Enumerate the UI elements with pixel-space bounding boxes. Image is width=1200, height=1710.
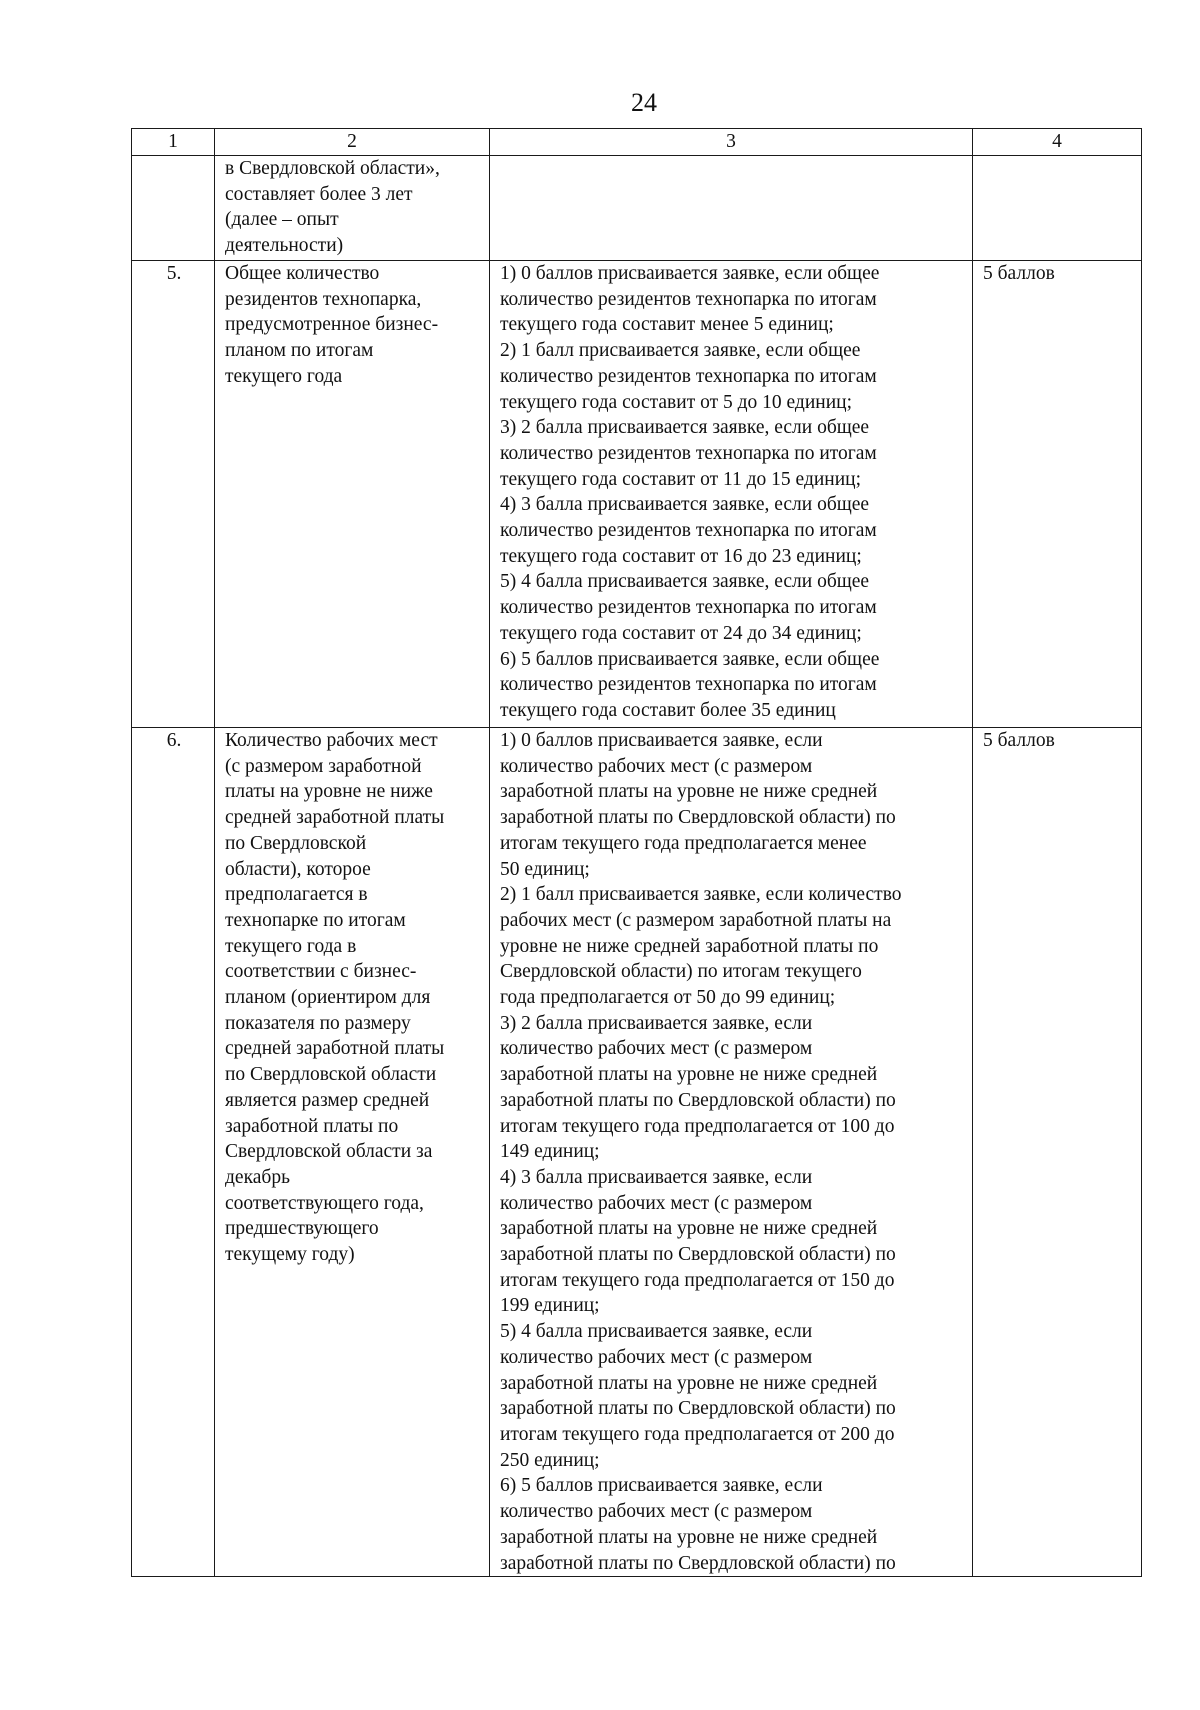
cell-text-line: текущего года составит более 35 единиц: [500, 699, 836, 721]
cell-text-line: итогам текущего года предполагается от 200 до: [500, 1423, 895, 1445]
cell-text-line: заработной платы на уровне не ниже средней: [500, 1526, 878, 1548]
cell-text-line: Количество рабочих мест: [225, 730, 438, 751]
cell-text-line: 5) 4 балла присваивается заявке, если общее: [500, 571, 870, 593]
cell-text-line: технопарке по итогам: [225, 909, 406, 931]
cell-text-line: декабрь: [225, 1166, 290, 1188]
cell-text-line: текущего года составит менее 5 единиц;: [500, 314, 834, 336]
cell-text-line: 6) 5 баллов присваивается заявке, если: [500, 1475, 823, 1497]
cell-text-line: итогам текущего года предполагается от 150 до: [500, 1269, 895, 1291]
cell-text-line: заработной платы по Свердловской области) по: [500, 1398, 896, 1420]
row-number-cell: [132, 156, 215, 261]
column-header: 3: [490, 129, 973, 156]
cell-text-line: итогам текущего года предполагается от 100 до: [500, 1115, 895, 1137]
cell-text-line: заработной платы по Свердловской области) по: [500, 1552, 896, 1574]
cell-text-line: итогам текущего года предполагается менее: [500, 832, 867, 854]
cell-text-line: планом (ориентиром для: [225, 987, 431, 1009]
scoring-cell: [490, 261, 973, 728]
cell-text-line: Общее количество: [225, 263, 380, 284]
criterion-cell: [215, 156, 490, 261]
cell-text-line: 250 единиц;: [500, 1449, 600, 1471]
cell-text-line: текущему году): [225, 1244, 355, 1266]
cell-text-line: в Свердловской области»,: [225, 158, 440, 179]
cell-text-line: соответствии с бизнес-: [225, 961, 417, 983]
cell-text-line: количество резидентов технопарка по итогам: [500, 597, 877, 619]
cell-text-line: показателя по размеру: [225, 1012, 411, 1034]
cell-text-line: (далее – опыт: [225, 209, 339, 231]
cell-text-line: заработной платы на уровне не ниже средней: [500, 1218, 878, 1240]
cell-text-line: заработной платы по Свердловской области) по: [500, 807, 896, 829]
cell-text-line: Свердловской области за: [225, 1141, 433, 1163]
cell-text-line: соответствующего года,: [225, 1192, 424, 1214]
cell-text-line: заработной платы на уровне не ниже средней: [500, 1372, 878, 1394]
cell-text-line: платы на уровне не ниже: [225, 781, 433, 803]
max-score-cell: [973, 156, 1142, 261]
column-header: 4: [973, 129, 1142, 156]
cell-text-line: количество рабочих мест (с размером: [500, 755, 813, 777]
cell-text-line: количество резидентов технопарка по итогам: [500, 365, 877, 387]
cell-text-line: года предполагается от 50 до 99 единиц;: [500, 987, 836, 1009]
cell-text-line: предполагается в: [225, 884, 368, 906]
cell-text-line: (с размером заработной: [225, 755, 422, 777]
cell-text-line: 5) 4 балла присваивается заявке, если: [500, 1321, 813, 1343]
cell-text-line: количество резидентов технопарка по итогам: [500, 442, 877, 464]
cell-text-line: 50 единиц;: [500, 858, 590, 880]
cell-text-line: средней заработной платы: [225, 807, 445, 829]
scoring-cell: [490, 156, 973, 261]
cell-text-line: количество резидентов технопарка по итогам: [500, 520, 877, 542]
row-number-cell: 5.: [132, 261, 215, 728]
cell-text-line: Свердловской области) по итогам текущего: [500, 961, 862, 983]
cell-text-line: резидентов технопарка,: [225, 288, 422, 310]
max-score-cell: 5 баллов: [973, 728, 1142, 1577]
cell-text-line: текущего года составит от 16 до 23 единиц;: [500, 545, 862, 567]
criteria-table: [131, 128, 1142, 1577]
scoring-cell: [490, 728, 973, 1577]
cell-text-line: 2) 1 балл присваивается заявке, если общее: [500, 340, 861, 362]
cell-text-line: по Свердловской: [225, 832, 367, 854]
cell-text-line: 149 единиц;: [500, 1141, 600, 1163]
cell-text-line: предшествующего: [225, 1218, 379, 1240]
cell-text-line: 6) 5 баллов присваивается заявке, если общее: [500, 648, 880, 670]
cell-text-line: деятельности): [225, 235, 344, 257]
cell-text-line: 3) 2 балла присваивается заявке, если: [500, 1012, 813, 1034]
cell-text-line: 199 единиц;: [500, 1295, 600, 1317]
table-row: [132, 156, 1142, 261]
cell-text-line: текущего года: [225, 365, 343, 387]
cell-text-line: заработной платы по: [225, 1115, 399, 1137]
cell-text-line: количество рабочих мест (с размером: [500, 1501, 813, 1523]
cell-text-line: 3) 2 балла присваивается заявке, если общее: [500, 417, 870, 439]
cell-text-line: области), которое: [225, 858, 371, 880]
cell-text-line: количество рабочих мест (с размером: [500, 1038, 813, 1060]
table-row: [132, 261, 1142, 728]
table-header-row: [132, 129, 1142, 156]
cell-text-line: 4) 3 балла присваивается заявке, если: [500, 1166, 813, 1188]
cell-text-line: текущего года в: [225, 935, 357, 957]
row-number-cell: 6.: [132, 728, 215, 1577]
cell-text-line: текущего года составит от 24 до 34 единиц;: [500, 622, 862, 644]
cell-text-line: заработной платы на уровне не ниже средней: [500, 1064, 878, 1086]
cell-text-line: текущего года составит от 5 до 10 единиц;: [500, 391, 852, 413]
cell-text-line: количество рабочих мест (с размером: [500, 1192, 813, 1214]
page-number: 24: [631, 88, 657, 117]
cell-text-line: 1) 0 баллов присваивается заявке, если общее: [500, 263, 880, 284]
cell-text-line: заработной платы по Свердловской области) по: [500, 1244, 896, 1266]
cell-text-line: планом по итогам: [225, 340, 374, 362]
cell-text-line: 1) 0 баллов присваивается заявке, если: [500, 730, 823, 751]
cell-text-line: количество рабочих мест (с размером: [500, 1346, 813, 1368]
cell-text-line: текущего года составит от 11 до 15 единиц;: [500, 468, 862, 490]
table-row: [132, 728, 1142, 1577]
cell-text-line: 2) 1 балл присваивается заявке, если количество: [500, 884, 902, 906]
cell-text-line: предусмотренное бизнес-: [225, 314, 439, 336]
criterion-cell: [215, 261, 490, 728]
cell-text-line: составляет более 3 лет: [225, 183, 413, 205]
column-header: 2: [215, 129, 490, 156]
cell-text-line: 4) 3 балла присваивается заявке, если общее: [500, 494, 870, 516]
cell-text-line: заработной платы на уровне не ниже средней: [500, 781, 878, 803]
cell-text-line: средней заработной платы: [225, 1038, 445, 1060]
max-score-cell: 5 баллов: [973, 261, 1142, 728]
cell-text-line: рабочих мест (с размером заработной платы на: [500, 909, 892, 931]
cell-text-line: по Свердловской области: [225, 1064, 437, 1086]
column-header: 1: [132, 129, 215, 156]
criterion-cell: [215, 728, 490, 1577]
cell-text-line: количество резидентов технопарка по итогам: [500, 674, 877, 696]
cell-text-line: уровне не ниже средней заработной платы по: [500, 935, 879, 957]
cell-text-line: является размер средней: [225, 1089, 430, 1111]
cell-text-line: заработной платы по Свердловской области) по: [500, 1089, 896, 1111]
cell-text-line: количество резидентов технопарка по итогам: [500, 288, 877, 310]
